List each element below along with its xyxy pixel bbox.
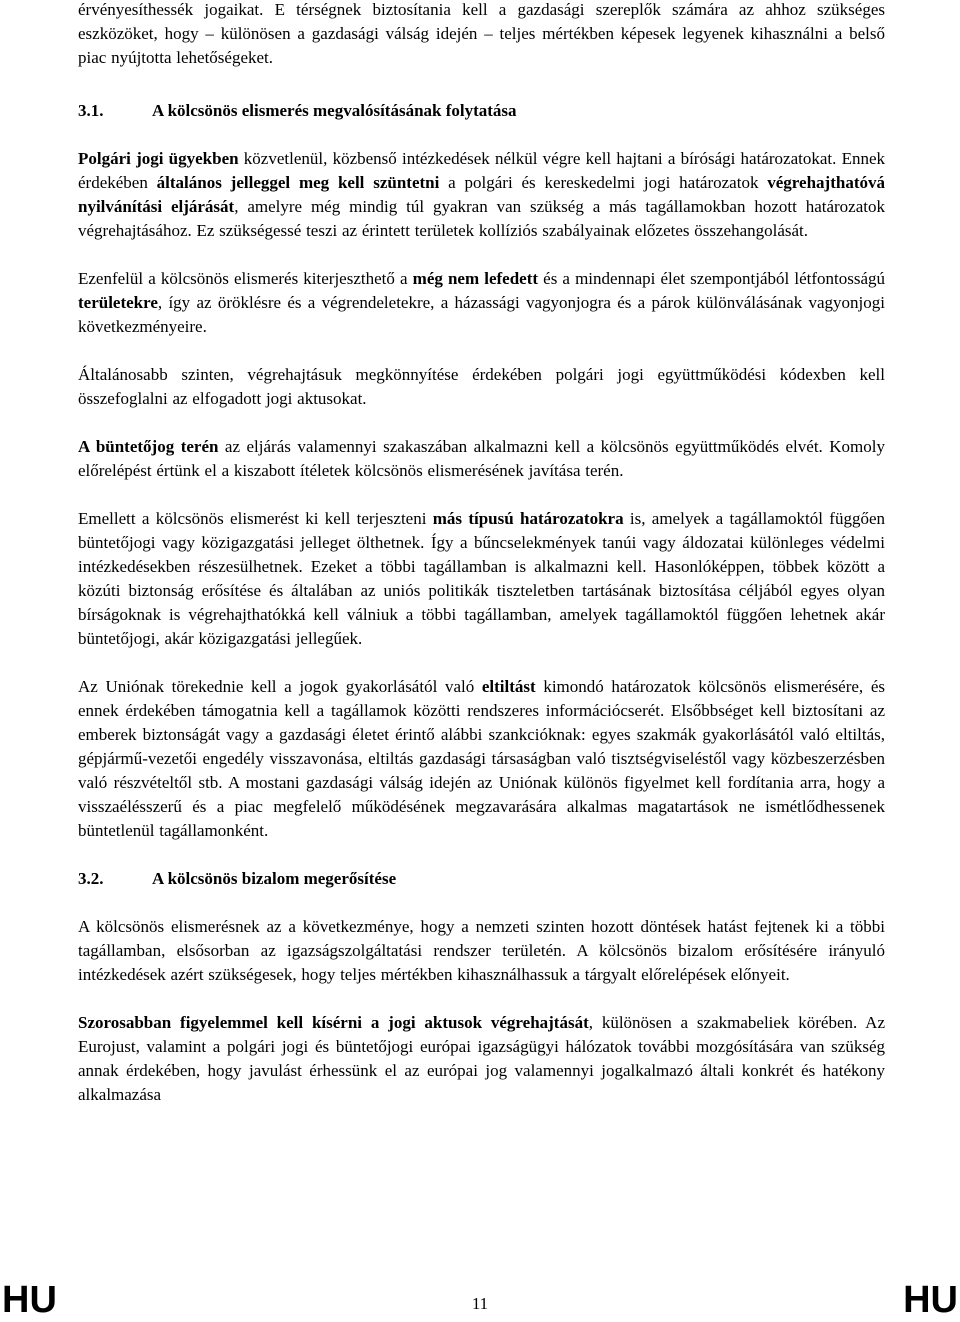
text-run: és a mindennapi élet szempontjából létfontosságú	[538, 269, 885, 288]
paragraph	[78, 915, 885, 987]
text-run: Emellett a kölcsönös elismerést ki kell terjeszteni	[78, 509, 433, 528]
section-number: 3.1.	[78, 101, 104, 120]
text-run: , különösen a szakmabeliek körében. Az Eurojust, valamint a polgári jogi és büntetőjogi európai igazságügyi hálózatok további mozgósítására van szükség annak érdekében, hogy javulást érhessünk el az európai jog valamennyi jogalkalmazó általi konkrét és hatékony alkalmazása	[78, 1013, 885, 1104]
paragraph	[78, 363, 885, 411]
section-heading-3-2	[78, 867, 885, 891]
document-page	[78, 0, 885, 1107]
language-code-right: HU	[903, 1279, 958, 1321]
text-run: kimondó határozatok kölcsönös elismerésére, és ennek érdekében támogatnia kell a tagállamok közötti rendszeres információcserét. Elsőbbséget kell biztosítani az emberek biztonságát vagy a gazdasági életet érintő alábbi szankcióknak: egyes szakmák gyakorlásától való eltiltás, gépjármű-vezetői engedély visszavonása, eltiltás gazdasági társaságban való tisztségviseléstől vagy közbeszerzésben való részvételtől stb. A mostani gazdasági válság idején az Uniónak különös figyelmet kell fordítania arra, hogy a visszaélésszerű és a piac megfelelő működésének megzavarására alkalmas magatartások ne ismétlődhessenek büntetlenül tagállamonként.	[78, 677, 885, 840]
section-heading-3-1	[78, 99, 885, 123]
paragraph	[78, 675, 885, 843]
page-number: 11	[471, 1294, 489, 1313]
text-run: az eljárás valamennyi szakaszában alkalmazni kell a kölcsönös együttműködés elvét. Komoly előrelépést értünk el a kiszabott ítéletek kölcsönös elismerésének javítása terén.	[78, 437, 885, 480]
bold-text-run: A büntetőjog terén	[78, 437, 219, 456]
bold-text-run: általános jelleggel meg kell szüntetni	[156, 173, 440, 192]
paragraph	[78, 267, 885, 339]
text-run: Általánosabb szinten, végrehajtásuk megkönnyítése érdekében polgári jogi együttműködési kódexben kell összefoglalni az elfogadott jogi aktusokat.	[78, 365, 885, 408]
paragraph	[78, 147, 885, 243]
bold-text-run: Polgári jogi ügyekben	[78, 149, 239, 168]
text-run: , amelyre még mindig túl gyakran van szükség a más tagállamokban hozott határozatok végrehajtásához. Ez szükségessé teszi az érintett területek kollíziós szabályainak előzetes összehangolását.	[78, 197, 885, 240]
bold-text-run: Szorosabban figyelemmel kell kísérni a jogi aktusok végrehajtását	[78, 1013, 589, 1032]
text-run: is, amelyek a tagállamoktól függően büntetőjogi vagy közigazgatási jelleget ölthetnek. Így a bűncselekmények tanúi vagy áldozatai különleges védelmi intézkedésekben részesülhetnek. Ezeket a többi tagállamban is alkalmazni kell. Hasonlóképpen, többek között a közúti biztonság erősítése és általában az uniós politikák tiszteletben tartásának biztosítása céljából egyes olyan bírságoknak is végrehajthatókká kell válniuk a többi tagállamban, amelyek tagállamoktól függően lehetnek akár büntetőjogi, akár közigazgatási jellegűek.	[78, 509, 885, 648]
section-title: A kölcsönös elismerés megvalósításának folytatása	[152, 101, 517, 120]
paragraph	[78, 507, 885, 651]
paragraph	[78, 0, 885, 70]
text-run: közvetlenül, közbenső intézkedések nélkül végre kell hajtani a bírósági határozatokat. Ennek érdekében	[78, 149, 885, 192]
text-run: , így az öröklésre és a végrendeletekre, a házassági vagyonjogra és a párok különválásának vagyonjogi következményeire.	[78, 293, 885, 336]
text-run: Ezenfelül a kölcsönös elismerés kiterjeszthető a	[78, 269, 413, 288]
text-run: A kölcsönös elismerésnek az a következménye, hogy a nemzeti szinten hozott döntések hatást fejtenek ki a többi tagállamban, elsősorban az igazságszolgáltatási rendszer területén. A kölcsönös bizalom erősítésére irányuló intézkedések azért szükségesek, hogy teljes mértékben kihasználhassuk a tárgyalt előrelépések előnyeit.	[78, 917, 885, 984]
bold-text-run: területekre	[78, 293, 158, 312]
text-run: a polgári és kereskedelmi jogi határozatok	[439, 173, 768, 192]
bold-text-run: más típusú határozatokra	[432, 509, 624, 528]
section-title: A kölcsönös bizalom megerősítése	[152, 869, 397, 888]
text-run: Az Uniónak törekednie kell a jogok gyakorlásától való	[78, 677, 482, 696]
paragraph	[78, 435, 885, 483]
bold-text-run: eltiltást	[481, 677, 536, 696]
text-run: érvényesíthessék jogaikat. E térségnek biztosítania kell a gazdasági szereplők számára az ahhoz szükséges eszközöket, hogy – különösen a gazdasági válság idején – teljes mértékben képesek legyenek kihasználni a belső piac nyújtotta lehetőségeket.	[78, 0, 885, 67]
section-number: 3.2.	[78, 869, 104, 888]
language-code-left: HU	[2, 1279, 57, 1321]
paragraph	[78, 1011, 885, 1107]
bold-text-run: végrehajthatóvá nyilvánítási eljárását	[78, 173, 885, 216]
bold-text-run: még nem lefedett	[412, 269, 539, 288]
